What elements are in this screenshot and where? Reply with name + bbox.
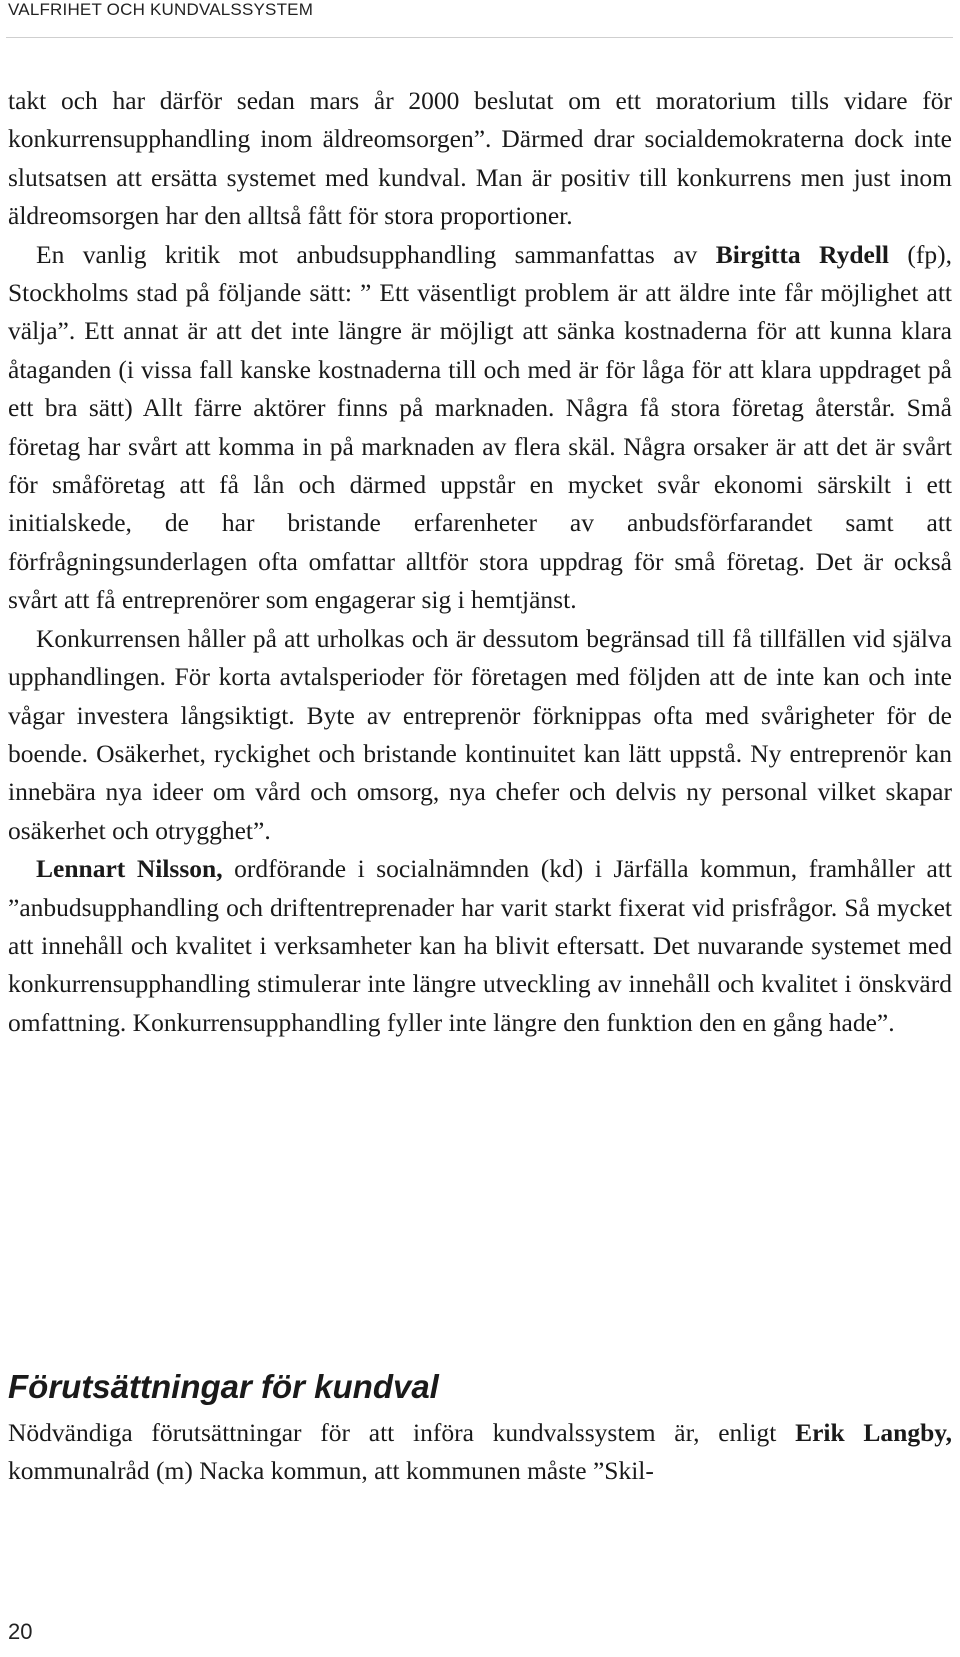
name-lennart-nilsson: Lennart Nilsson,: [36, 854, 223, 884]
running-head: VALFRIHET OCH KUNDVALSSYSTEM: [8, 0, 314, 19]
body-text: [8, 82, 952, 1042]
paragraph-continuation: takt och har därför sedan mars år 2000 beslutat om ett moratorium tills vidare för konkurrensupphandling inom äldreomsorgen”. Därmed drar socialdemokraterna dock inte slutsatsen att ersätta systemet med kundval. Man är positiv till konkurrens men just inom äldreomsorgen har den alltså fått för stora proportioner.: [8, 86, 952, 231]
paragraph-langby: Nödvändiga förutsättningar för att införa kundvalssystem är, enligt Erik Langby, kommunalråd (m) Nacka kommun, att kommunen måste ”Skil-: [8, 1418, 953, 1486]
header-rule: [6, 37, 953, 38]
paragraph-nilsson: Lennart Nilsson, ordförande i socialnämnden (kd) i Järfälla kommun, framhåller att ”anbudsupphandling och driftentreprenader har varit starkt fixerat vid prisfrågor. Så mycket att innehåll och kvalitet i verksamheter kan ha blivit eftersatt. Det nuvarande systemet med konkurrensupphandling stimulerar inte längre utveckling av innehåll och kvalitet i önskvärd omfattning. Konkurrensupphandling fyller inte längre den funktion den en gång hade”.: [8, 854, 952, 1037]
paragraph-rydell: En vanlig kritik mot anbudsupphandling sammanfattas av Birgitta Rydell (fp), Stockholms stad på följande sätt: ” Ett väsentligt problem är att äldre inte får möjlighet att välja”. Ett annat är att det inte längre är möjligt att sänka kostnaderna för att kunna klara åtaganden (i vissa fall kanske kostnaderna till och med är för låga för att klara uppdraget på ett bra sätt) Allt färre aktörer finns på marknaden. Några få stora företag återstår. Små företag har svårt att komma in på marknaden av flera skäl. Några orsaker är att det är svårt för småföretag att få lån och därmed uppstår en mycket svår ekonomi särskilt i ett initialskede, de har bristande erfarenheter av anbudsförfarandet samt att förfrågningsunderlagen ofta omfattar alltför stora uppdrag för små företag. Det är också svårt att få entreprenörer som engagerar sig i hemtjänst.: [8, 239, 952, 615]
paragraph-konkurrensen: Konkurrensen håller på att urholkas och är dessutom begränsad till få tillfällen vid själva upphandlingen. För korta avtalsperioder för företagen med följden att de inte kan och inte vågar investera långsiktigt. Byte av entreprenör förknippas ofta med svårigheter för de boende. Osäkerhet, ryckighet och bristande kontinuitet kan lätt uppstå. Ny entreprenör kan innebära nya ideer om vård och omsorg, nya chefer och delvis ny personal vilket skapar osäkerhet och otrygghet”.: [8, 623, 952, 845]
section-heading: Förutsättningar för kundval: [8, 1368, 439, 1405]
section-body: [8, 1414, 952, 1491]
name-birgitta-rydell: Birgitta Rydell: [715, 239, 889, 269]
name-erik-langby: Erik Langby,: [795, 1418, 953, 1447]
page-number: 20: [8, 1619, 33, 1644]
